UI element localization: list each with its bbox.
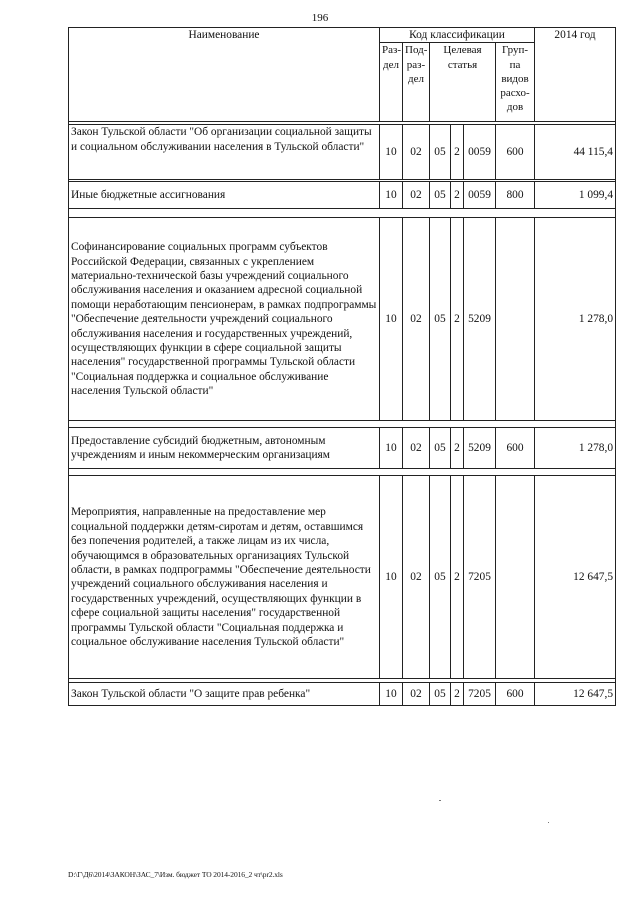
row-expense-type: 800 <box>496 182 535 209</box>
col-header-year: 2014 год <box>535 28 616 122</box>
row-target-part1: 05 <box>430 476 451 679</box>
row-amount: 1 278,0 <box>535 428 616 469</box>
row-podrazdel: 02 <box>403 428 430 469</box>
scan-speck <box>548 822 549 823</box>
row-target-part3: 5209 <box>464 218 496 421</box>
row-target-part3: 0059 <box>464 125 496 180</box>
row-razdel: 10 <box>380 218 403 421</box>
table-row <box>69 683 616 706</box>
row-target-part1: 05 <box>430 182 451 209</box>
row-amount: 12 647,5 <box>535 683 616 706</box>
row-expense-type <box>496 218 535 421</box>
col-header-section: Раз- дел <box>380 43 403 122</box>
row-podrazdel: 02 <box>403 683 430 706</box>
row-target-part1: 05 <box>430 218 451 421</box>
row-name: Иные бюджетные ассигнования <box>69 182 380 209</box>
row-target-part2: 2 <box>451 182 464 209</box>
row-podrazdel: 02 <box>403 125 430 180</box>
row-expense-type <box>496 476 535 679</box>
row-target-part3: 7205 <box>464 683 496 706</box>
scan-speck <box>439 800 441 801</box>
spacer-row <box>69 209 616 218</box>
row-podrazdel: 02 <box>403 182 430 209</box>
row-razdel: 10 <box>380 476 403 679</box>
table-row <box>69 428 616 469</box>
row-expense-type: 600 <box>496 125 535 180</box>
row-amount: 1 099,4 <box>535 182 616 209</box>
row-target-part3: 0059 <box>464 182 496 209</box>
row-target-part2: 2 <box>451 125 464 180</box>
row-target-part2: 2 <box>451 428 464 469</box>
row-name: Закон Тульской области "Об организации социальной защиты и социальном обслуживании населения в Тульской области" <box>69 125 380 180</box>
row-razdel: 10 <box>380 125 403 180</box>
table-row <box>69 125 616 180</box>
row-podrazdel: 02 <box>403 476 430 679</box>
table-row <box>69 476 616 679</box>
row-razdel: 10 <box>380 683 403 706</box>
row-expense-type: 600 <box>496 428 535 469</box>
spacer-row <box>69 469 616 476</box>
row-target-part1: 05 <box>430 428 451 469</box>
col-header-target-article: Целевая статья <box>430 43 496 122</box>
col-header-code-group: Код классификации <box>380 28 535 43</box>
row-expense-type: 600 <box>496 683 535 706</box>
row-target-part1: 05 <box>430 683 451 706</box>
row-name: Мероприятия, направленные на предоставление мер социальной поддержки детям-сиротам и детям, оставшимся без попечения родителей, а также лицам из их числа, обучающимся в образовательных организациях Тульской области, в рамках подпрограммы "Обеспечение деятельности учреждений социального обслуживания населения и государственных учреждений, осуществляющих функции в сфере социальной защиты населения" государственной программы Тульской области "Социальная поддержка и социальное обслуживание населения Тульской области" <box>69 476 380 679</box>
page-number: 196 <box>311 12 329 24</box>
row-razdel: 10 <box>380 182 403 209</box>
row-target-part2: 2 <box>451 683 464 706</box>
row-name: Софинансирование социальных программ субъектов Российской Федерации, связанных с укреплением материально-технической базы учреждений социального обслуживания населения и оказанием адресной социальной помощи неработающим пенсионерам, в рамках подпрограммы "Обеспечение деятельности учреждений социального обслуживания населения и государственных учреждений, осуществляющих функции в сфере социальной защиты населения" государственной программы Тульской области "Социальная поддержка и социальное обслуживание населения Тульской области" <box>69 218 380 421</box>
row-target-part2: 2 <box>451 476 464 679</box>
header-row-1 <box>69 28 616 43</box>
row-target-part2: 2 <box>451 218 464 421</box>
row-name: Закон Тульской области "О защите прав ребенка" <box>69 683 380 706</box>
spacer-row <box>69 421 616 428</box>
table-row <box>69 218 616 421</box>
row-name: Предоставление субсидий бюджетным, автономным учреждениям и иным некоммерческим организациям <box>69 428 380 469</box>
col-header-subsection: Под- раз- дел <box>403 43 430 122</box>
row-podrazdel: 02 <box>403 218 430 421</box>
col-header-name: Наименование <box>69 28 380 122</box>
table-row <box>69 182 616 209</box>
row-target-part3: 7205 <box>464 476 496 679</box>
row-amount: 44 115,4 <box>535 125 616 180</box>
row-amount: 12 647,5 <box>535 476 616 679</box>
row-razdel: 10 <box>380 428 403 469</box>
row-target-part3: 5209 <box>464 428 496 469</box>
file-path-footer: D:\Г\Д6\2014\ЗАКОН\ЗАС_7\Изм. бюджет ТО 2014-2016_2 чт\pr2.xls <box>68 870 283 879</box>
row-amount: 1 278,0 <box>535 218 616 421</box>
budget-table <box>68 27 616 706</box>
col-header-expense-group: Груп- па видов расхо- дов <box>496 43 535 122</box>
row-target-part1: 05 <box>430 125 451 180</box>
